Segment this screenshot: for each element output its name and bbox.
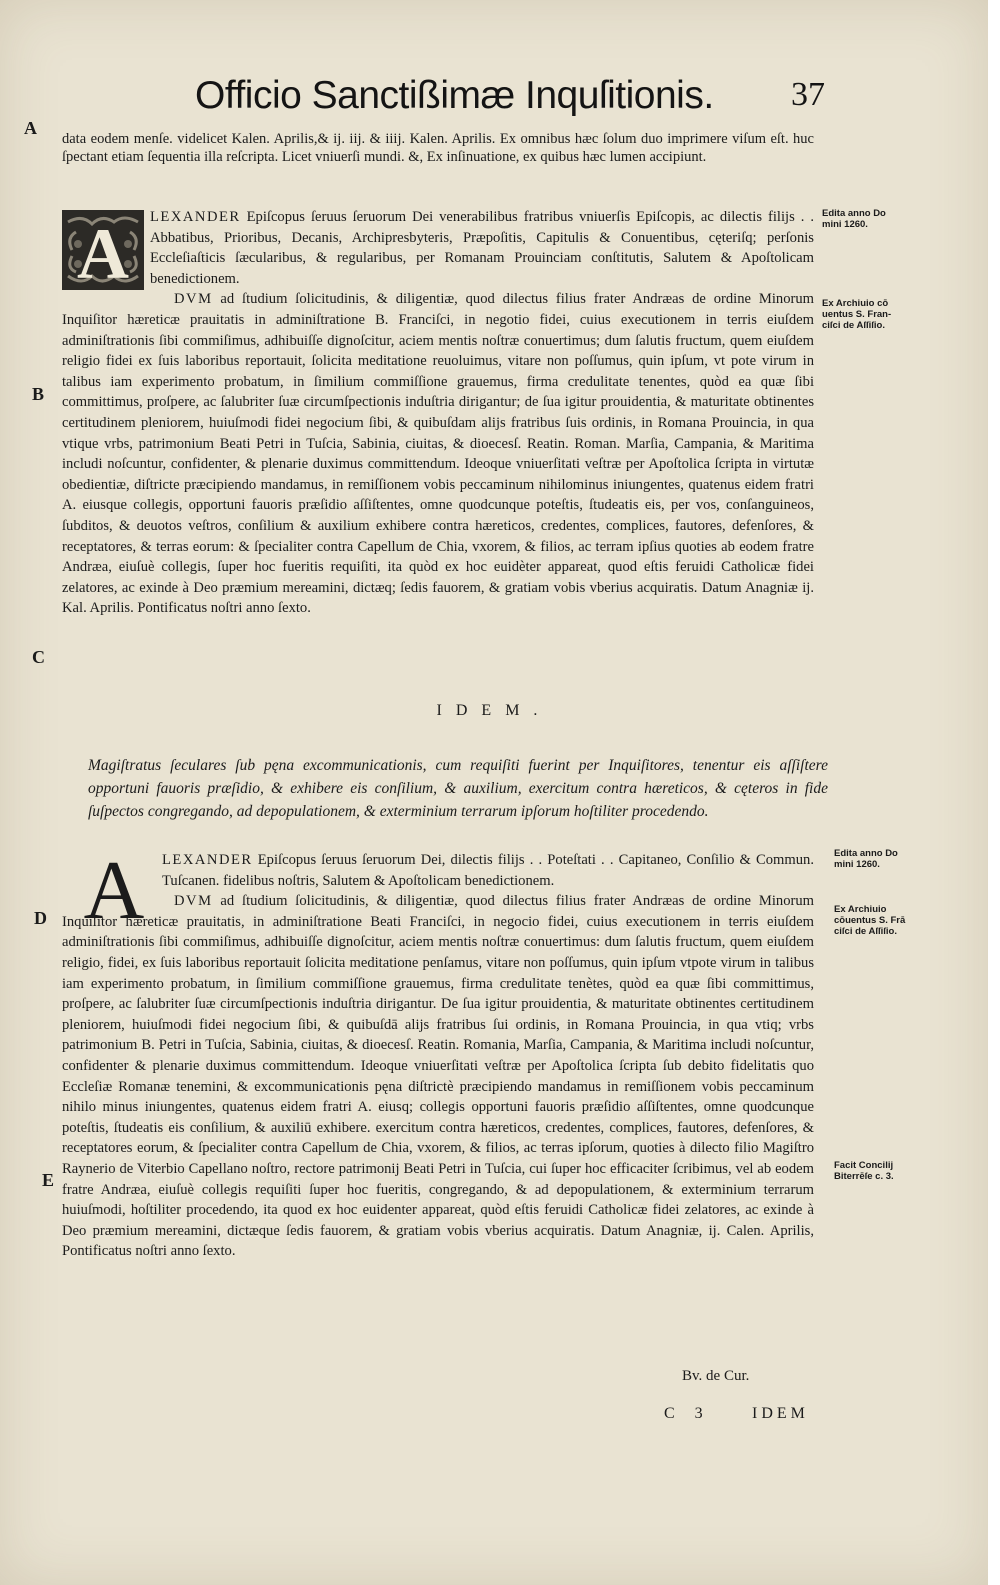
margin-letter-b: B [32, 384, 45, 404]
bull-2-name: LEXANDER [162, 852, 253, 868]
running-title: Officio Sanctißimæ Inquſitionis. [195, 74, 714, 117]
intro-paragraph: data eodem menſe. videlicet Kalen. Aprilis,& ij. iij. & iiij. Kalen. Aprilis. Ex omnibus hæc ſolum duo imprimere viſum eſt. huc ſpectant etiam ſequentia illa reſcripta. Licet vniuerſi mundi. &, Ex inſinuatione, ex quibus hæc lumen accipiunt. [62, 131, 814, 165]
bull-2-dum: DVM [174, 893, 213, 910]
page-edge [988, 0, 1000, 1585]
margin-letter-d: D [34, 908, 47, 928]
footer-marks [664, 1405, 824, 1429]
bull-1-name: LEXANDER [150, 209, 241, 225]
sidenote-archiuio-1: Ex Archiuio cō uentus S. Fran- ciſci de Aſſiſio. [822, 298, 892, 331]
bull-1 [62, 207, 814, 619]
margin-letter-c: C [32, 647, 45, 667]
page-header [195, 74, 825, 134]
bull-2-body: ad ſtudium ſolicitudinis, & diligentiæ, quod dilectus filius frater Andræas de ordine Minorum Inquiſitor hæreticæ prauitatis, in adminiſtratione Beati Franciſci, in negocio fidei, cuius executionem in terris eiuſdem adminiſtrationis ſibi commiſimus, adhibuiſſe dignoſcitur, aciem mentis noſtræ conuertimus: dum ſalutis fructum, quem eiuſdem religio, fidei, ex ſuis laboribus reportauit ſolicita meditatione penſamus, vitare non poſſumus, quin ipſum vtpote virum in talibus iam experimento probatum, in ſimilium commiſſione grauemus, firma credulitate tenètes, quòd ea quæ ſibi committimus, proſpere, ac ſalubriter ſuæ circumſpectionis induſtria dirigantur. De ſua igitur prouidentia, & maturitate obtinentes certitudinem pleniorem, huiuſmodi fidei negocium ſibi, & quibuſdā alijs fratribus ſui ordinis, in Romana Prouincia, in qua vtiq; vrbs patrimonium B. Petri in Tuſcia, Sabinia, ciuitas, & dioecesſ. Reatin. Romania, Marſia, Campania, & Maritima includi noſcuntur, confidenter & plenarie duximus committendum. Ideoque vniuerſitati veſtræ per Apoſtolica ſcripta ſub debito fidelitatis quo Eccleſiæ Romanæ tenemini, & excommunicationis pęna diſtrictè præcipiendo mandamus in remiſſionem vobis peccaminum nihilo minus iniungentes, quatenus eidem fratri A. eiusq; collegis opportuni fauoris præſidio aſſiſtentes, omne quodcunque poteſtis, ſtudeatis eis conſilium, & auxiliū exhibere. exercitum contra hæreticos, credentes, complices, fautores, defenſores, & receptatores eorum, & ſpecialiter contra Capellum de Chia, vxorem, & filios, ac terras ipſorum, quoties à dilecto filio Magiſtro Raynerio de Viterbio Capellano noſtro, rectore patrimonij Beati Petri in Tuſcia, cui ſuper hoc efficaciter ſcribimus, vel ab eodem fratre Andræa, eiuſuè collegis requiſiti ſuper hoc fueritis, congregando, & ad depopulationem, & exterminium terrarum huiuſmodi, hoſtiliter procedendo, ita quod ex hoc euidenter appareat, quòd eſtis feruidi Catholicæ fidei zelatores, ac exinde à Deo præmium mereamini, dictæque ſedis fauorem, & gratiam vobis vberius acquiratis. Datum Anagniæ, ij. Calen. Aprilis, Pontificatus noſtri anno ſexto. [62, 893, 814, 1260]
bull-1-text [62, 289, 814, 619]
bull-2-text [62, 891, 814, 1262]
sidenote-concilium: Facit Concilij Biterrēſe c. 3. [834, 1160, 894, 1182]
sidenote-edita-2: Edita anno Do mini 1260. [834, 848, 898, 870]
bull-2 [62, 850, 814, 1262]
bull-1-address [150, 207, 814, 289]
sidenote-edita-1: Edita anno Do mini 1260. [822, 208, 886, 230]
margin-letter-a: A [24, 118, 37, 138]
summary-italic: Magiſtratus ſeculares ſub pęna excommunicationis, cum requiſiti fuerint per Inquiſitores, tenentur eis aſſiſtere opportuni fauoris præſidio, & exhibere eis conſilium, & auxilium, exercitum contra hæreticos, & cęteros in fide ſuſpectos congregando, ad depopulationem, & exterminium terrarum ipſorum hoſtiliter procedendo. [88, 756, 828, 820]
signature-mark: C 3 [664, 1405, 711, 1422]
catchword: IDEM [752, 1405, 809, 1422]
notary-signature: Bv. de Cur. [682, 1368, 750, 1384]
sidenote-archiuio-2: Ex Archiuio cōuentus S. Frā ciſci de Aſſiſio. [834, 904, 906, 937]
margin-letter-e: E [42, 1170, 55, 1190]
bull-1-body: ad ſtudium ſolicitudinis, & diligentiæ, quod dilectus filius frater Andræas de ordine Minorum Inquiſitor hæreticæ prauitatis in adminiſtratione B. Franciſci, in negotio fidei, cuius executionem in terris eiuſdem adminiſtrationis ſibi commiſimus, adhibuiſſe dignoſcitur, aciem mentis noſtræ conuertimus; dum ſalutis fructum, quem eiuſdem religio fidei ex ſuis laboribus reportauit, ſolicita meditatione reuoluimus, vitare non poſſumus, quin ipſum, vt pote virum in talibus iam experimento probatum, in ſimilium commiſſione grauemus, firma credulitate tenentes, quòd ea quæ ſibi committimus, proſpere, ac ſalubriter ſuæ circumſpectionis induſtria dirigantur; de ſua igitur prouidentia, & maturitate obtinentes certitudinem pleniorem, huiuſmodi fidei negocium ſibi, & quibuſdam alijs fratribus ſuis ordinis, in Romana Prouincia, in qua vtique vrbs, patrimonium Beati Petri in Tuſcia, Sabinia, ciuitas, & dioecesſ. Reatin. Roman. Marſia, Campania, & Maritima includi noſcuntur, confidenter, & plenarie duximus committendum. Ideoque vniuerſitati veſtræ per Apoſtolica ſcripta in virtutæ obedientiæ, diſtricte præcipiendo mandamus, in remiſſionem vobis peccaminum nihilominus iniungentes, quatenus eidem fratri A. eiusque collegis, opportuni fauoris præſidio aſſiſtentes, omne quodcunque poteſtis, ſtudeatis eis, per vos, conſanguineos, ſubditos, & deuotos veſtros, conſilium & auxilium exhibere contra hæreticos, credentes, complices, fautores, defenſores, & receptatores, & terras eorum: & ſpecialiter contra Capellum de Chia, vxorem, & filios, ac terram ipſius quoties ab eodem fratre Andræa, eiuſuè collegis, ſuper hoc fueritis requiſiti, ita quòd ex hoc euidèter appareat, quod eſtis feruidi Catholicæ fidei zelatores, ac exinde à Deo præmium mereamini, dictæq; ſedis fauorem, & gratiam vobis vberius acquiratis. Datum Anagniæ ij. Kal. Aprilis. Pontificatus noſtri anno ſexto. [62, 291, 814, 617]
idem-heading: IDEM. [436, 702, 552, 719]
svg-text:A: A [83, 852, 145, 924]
bull-1-dum: DVM [174, 291, 213, 308]
bull-2-address [162, 850, 814, 891]
page-number: 37 [791, 76, 825, 113]
svg-text:A: A [77, 214, 129, 290]
bull-2-opening: Epiſcopus ſeruus ſeruorum Dei, dilectis filijs . . Poteſtati . . Capitaneo, Conſilio & Commun. Tuſcanen. fidelibus noſtris, Salutem & Apoſtolicam benedictionem. [162, 852, 814, 889]
bull-1-opening: Epiſcopus ſeruus ſeruorum Dei venerabilibus fratribus vniuerſis Epiſcopis, ac dilectis filijs . . Abbatibus, Prioribus, Decanis, Archipresbyteris, Præpoſitis, Capitulis & Conuentibus, cęteriſq; perſonis Eccleſiaſticis ſæcularibus, & regularibus, per Romanam Prouinciam conſtitutis, Salutem & Apoſtolicam benedictionem. [150, 209, 814, 287]
